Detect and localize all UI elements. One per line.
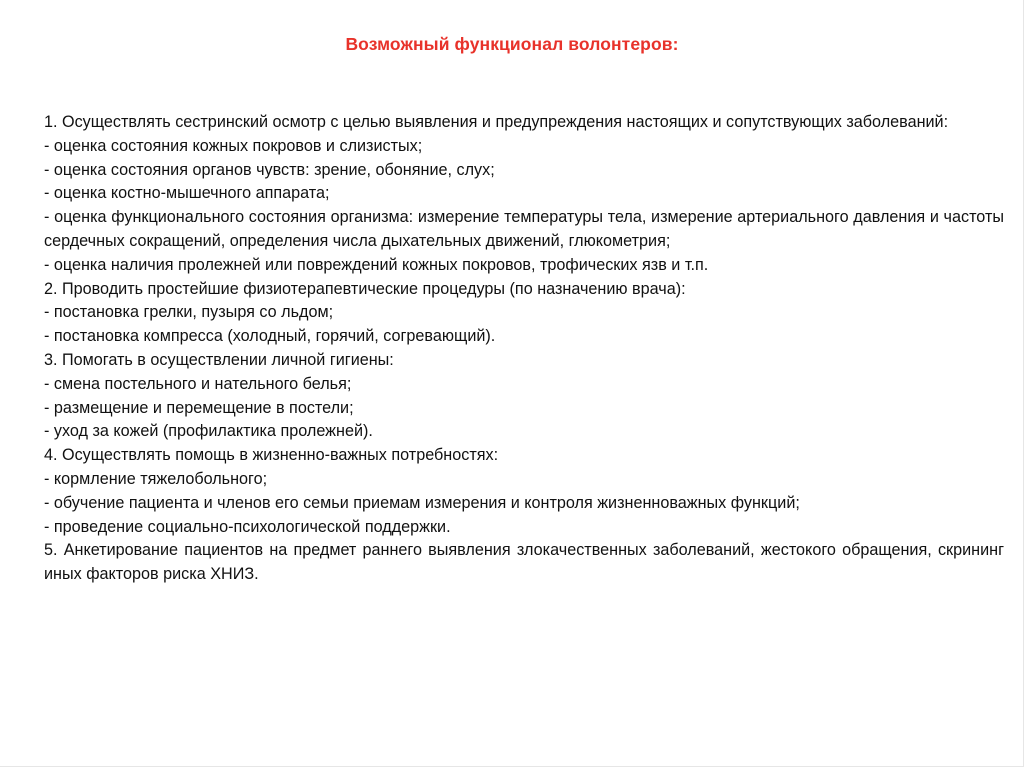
item-1-bullet-5: - оценка наличия пролежней или повреждений кожных покровов, трофических язв и т.п. xyxy=(44,255,709,274)
item-5-intro xyxy=(44,539,1004,587)
item-3-bullet-2: - размещение и перемещение в постели; xyxy=(44,398,354,417)
item-2-bullet-2: - постановка компресса (холодный, горячий, согревающий). xyxy=(44,327,496,346)
item-3-intro: 3. Помогать в осуществлении личной гигиены: xyxy=(44,350,394,369)
item-4-intro: 4. Осуществлять помощь в жизненно-важных потребностях: xyxy=(44,446,499,465)
item-1-bullet-1: - оценка состояния кожных покровов и слизистых; xyxy=(44,136,423,155)
item-2-intro: 2. Проводить простейшие физиотерапевтические процедуры (по назначению врача): xyxy=(44,279,686,298)
item-1-bullet-2: - оценка состояния органов чувств: зрение, обоняние, слух; xyxy=(44,160,495,179)
item-1-intro xyxy=(44,111,1004,135)
item-4-bullet-1: - кормление тяжелобольного; xyxy=(44,469,268,488)
slide-body xyxy=(44,111,1004,587)
slide-title: Возможный функционал волонтеров: xyxy=(345,34,679,54)
item-1-bullet-4 xyxy=(44,206,1004,254)
item-1-bullet-3: - оценка костно-мышечного аппарата; xyxy=(44,184,330,203)
item-3-bullet-1: - смена постельного и нательного белья; xyxy=(44,374,352,393)
item-4-bullet-2: - обучение пациента и членов его семьи приемам измерения и контроля жизненноважных функций; xyxy=(44,493,800,512)
item-1-intro-text: 1. Осуществлять сестринский осмотр с целью выявления и предупреждения настоящих и сопутствующих заболеваний: xyxy=(44,113,949,131)
item-4-bullet-3: - проведение социально-психологической поддержки. xyxy=(44,517,451,536)
item-5-intro-text: 5. Анкетирование пациентов на предмет раннего выявления злокачественных заболеваний, жестокого обращения, скрининг иных факторов риска ХНИЗ. xyxy=(44,541,1004,584)
item-1-bullet-4-text: - оценка функционального состояния организма: измерение температуры тела, измерение артериального давления и частоты сердечных сокращений, определения числа дыхательных движений, глюкометрия; xyxy=(44,208,1004,250)
item-3-bullet-3: - уход за кожей (профилактика пролежней). xyxy=(44,422,373,441)
item-2-bullet-1: - постановка грелки, пузыря со льдом; xyxy=(44,303,334,322)
